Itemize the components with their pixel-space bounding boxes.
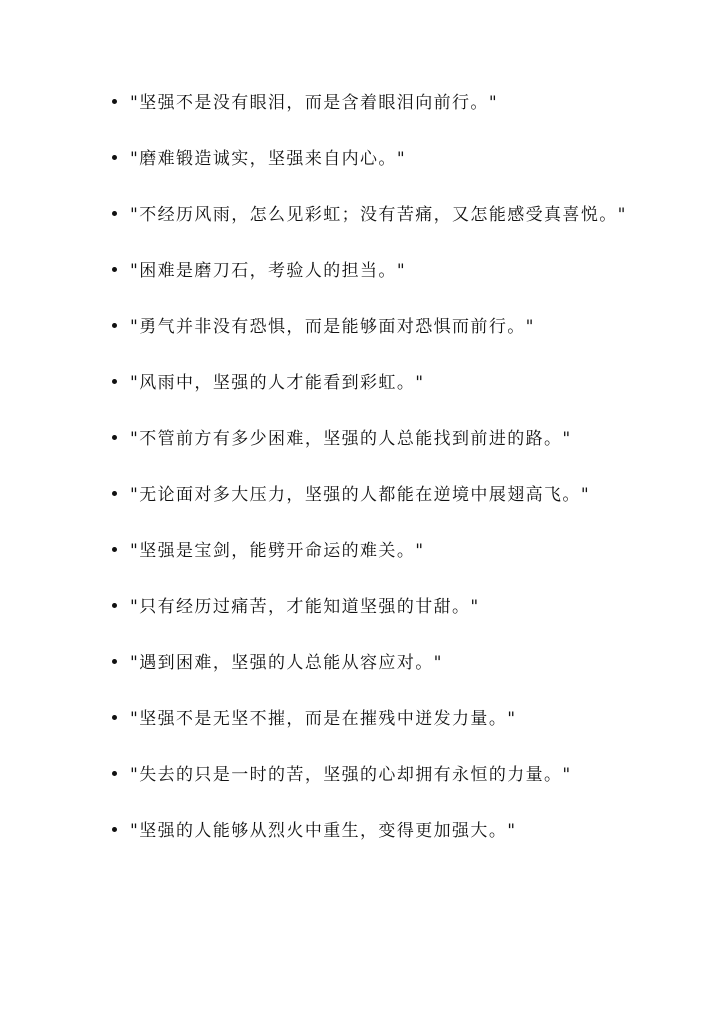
bullet-icon bbox=[112, 211, 117, 216]
bullet-icon bbox=[112, 659, 117, 664]
bullet-icon bbox=[112, 323, 117, 328]
quote-text: "不经历风雨，怎么见彩虹；没有苦痛，又怎能感受真喜悦。" bbox=[130, 205, 627, 225]
quote-list bbox=[112, 84, 672, 868]
quote-text: "失去的只是一时的苦，坚强的心却拥有永恒的力量。" bbox=[130, 765, 572, 785]
quote-text: "不管前方有多少困难，坚强的人总能找到前进的路。" bbox=[130, 429, 572, 449]
quote-text: "坚强是宝剑，能劈开命运的难关。" bbox=[130, 541, 425, 561]
list-item bbox=[112, 532, 672, 570]
quote-text: "遇到困难，坚强的人总能从容应对。" bbox=[130, 653, 443, 673]
bullet-icon bbox=[112, 99, 117, 104]
bullet-icon bbox=[112, 547, 117, 552]
quote-text: "无论面对多大压力，坚强的人都能在逆境中展翅高飞。" bbox=[130, 485, 591, 505]
list-item bbox=[112, 308, 672, 346]
list-item bbox=[112, 252, 672, 290]
list-item bbox=[112, 812, 672, 850]
list-item bbox=[112, 196, 630, 234]
quote-text: "困难是磨刀石，考验人的担当。" bbox=[130, 261, 407, 281]
quote-text: "风雨中，坚强的人才能看到彩虹。" bbox=[130, 373, 425, 393]
quote-text: "坚强不是无坚不摧，而是在摧残中迸发力量。" bbox=[130, 709, 517, 729]
quote-text: "坚强不是没有眼泪，而是含着眼泪向前行。" bbox=[130, 93, 499, 113]
bullet-icon bbox=[112, 827, 117, 832]
list-item bbox=[112, 588, 672, 626]
list-item bbox=[112, 644, 672, 682]
bullet-icon bbox=[112, 379, 117, 384]
quote-text: "只有经历过痛苦，才能知道坚强的甘甜。" bbox=[130, 597, 480, 617]
list-item bbox=[112, 420, 672, 458]
list-item bbox=[112, 700, 672, 738]
bullet-icon bbox=[112, 603, 117, 608]
list-item bbox=[112, 364, 672, 402]
bullet-icon bbox=[112, 267, 117, 272]
quote-text: "磨难锻造诚实，坚强来自内心。" bbox=[130, 149, 407, 169]
bullet-icon bbox=[112, 155, 117, 160]
bullet-icon bbox=[112, 771, 117, 776]
bullet-icon bbox=[112, 491, 117, 496]
bullet-icon bbox=[112, 715, 117, 720]
quote-text: "坚强的人能够从烈火中重生，变得更加强大。" bbox=[130, 821, 517, 841]
list-item bbox=[112, 756, 672, 794]
list-item bbox=[112, 476, 672, 514]
bullet-icon bbox=[112, 435, 117, 440]
list-item bbox=[112, 84, 672, 122]
quote-text: "勇气并非没有恐惧，而是能够面对恐惧而前行。" bbox=[130, 317, 535, 337]
list-item bbox=[112, 140, 672, 178]
